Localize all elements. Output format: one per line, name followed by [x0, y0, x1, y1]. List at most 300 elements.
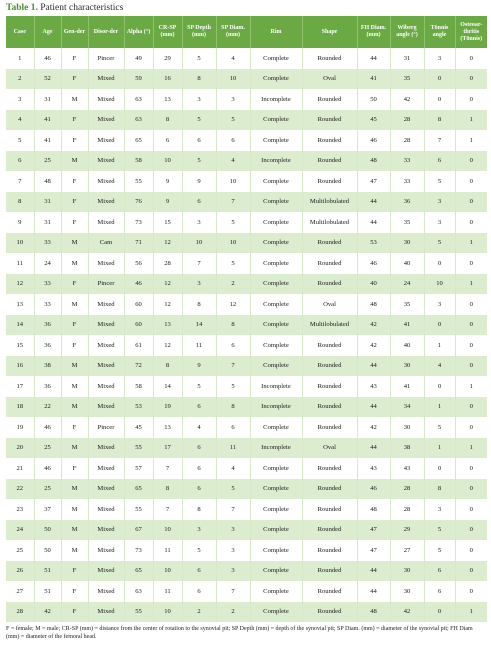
- table-cell: 10: [153, 561, 182, 582]
- table-cell: Complete: [250, 499, 302, 520]
- table-cell: 11: [153, 581, 182, 602]
- table-cell: 12: [6, 274, 34, 295]
- table-cell: 14: [6, 315, 34, 336]
- table-cell: Mixed: [88, 376, 124, 397]
- table-row: [6, 171, 487, 192]
- table-row: [6, 540, 487, 561]
- table-cell: 48: [357, 294, 390, 315]
- table-cell: 0: [455, 499, 487, 520]
- table-cell: 27: [390, 540, 424, 561]
- table-cell: M: [61, 356, 88, 377]
- table-cell: 42: [390, 89, 424, 110]
- table-cell: 1: [424, 438, 455, 459]
- table-row: [6, 438, 487, 459]
- table-cell: 2: [182, 602, 216, 623]
- table-cell: Complete: [250, 274, 302, 295]
- column-header: SP Depth (mm): [182, 16, 216, 48]
- table-cell: 6: [216, 130, 250, 151]
- table-cell: 36: [34, 315, 61, 336]
- table-cell: 71: [124, 233, 153, 254]
- table-cell: 48: [34, 171, 61, 192]
- table-cell: 40: [390, 335, 424, 356]
- table-cell: Complete: [250, 581, 302, 602]
- table-cell: M: [61, 233, 88, 254]
- table-cell: Mixed: [88, 110, 124, 131]
- table-cell: Complete: [250, 110, 302, 131]
- table-row: [6, 499, 487, 520]
- table-cell: 41: [357, 69, 390, 90]
- table-cell: Multilobulated: [302, 315, 357, 336]
- table-cell: 73: [124, 540, 153, 561]
- table-cell: Complete: [250, 69, 302, 90]
- table-cell: 44: [357, 212, 390, 233]
- table-cell: 2: [216, 602, 250, 623]
- column-header: CR-SP (mm): [153, 16, 182, 48]
- table-cell: 5: [6, 130, 34, 151]
- table-cell: 12: [153, 274, 182, 295]
- table-cell: 13: [153, 417, 182, 438]
- table-cell: 0: [455, 294, 487, 315]
- table-cell: 7: [153, 458, 182, 479]
- table-cell: Rounded: [302, 458, 357, 479]
- table-cell: 44: [357, 438, 390, 459]
- table-cell: 8: [6, 192, 34, 213]
- table-cell: 36: [34, 376, 61, 397]
- table-cell: F: [61, 69, 88, 90]
- column-header: Alpha (°): [124, 16, 153, 48]
- table-cell: 42: [34, 602, 61, 623]
- table-cell: 16: [6, 356, 34, 377]
- table-cell: 6: [182, 581, 216, 602]
- table-cell: 3: [182, 212, 216, 233]
- column-header: SP Diam. (mm): [216, 16, 250, 48]
- table-cell: 51: [34, 561, 61, 582]
- table-row: [6, 69, 487, 90]
- table-cell: 4: [216, 458, 250, 479]
- table-cell: 5: [424, 171, 455, 192]
- table-cell: F: [61, 581, 88, 602]
- table-cell: 6: [424, 581, 455, 602]
- table-cell: M: [61, 151, 88, 172]
- table-cell: Multilobulated: [302, 212, 357, 233]
- table-cell: 47: [357, 540, 390, 561]
- table-title-text: Patient characteristics: [40, 3, 124, 13]
- table-cell: Oval: [302, 438, 357, 459]
- column-header: Disor-der: [88, 16, 124, 48]
- table-cell: 5: [182, 376, 216, 397]
- table-cell: 12: [153, 335, 182, 356]
- table-cell: 0: [455, 69, 487, 90]
- table-body: [6, 48, 487, 622]
- table-cell: Mixed: [88, 438, 124, 459]
- table-cell: 44: [357, 581, 390, 602]
- table-cell: 18: [6, 397, 34, 418]
- table-cell: 25: [34, 151, 61, 172]
- table-cell: 19: [6, 417, 34, 438]
- column-header: Rim: [250, 16, 302, 48]
- table-cell: Rounded: [302, 335, 357, 356]
- table-cell: 0: [455, 315, 487, 336]
- table-cell: 10: [216, 233, 250, 254]
- table-row: [6, 479, 487, 500]
- table-cell: 0: [455, 192, 487, 213]
- table-row: [6, 397, 487, 418]
- table-row: [6, 581, 487, 602]
- table-cell: 53: [357, 233, 390, 254]
- table-cell: 58: [124, 151, 153, 172]
- table-cell: 13: [6, 294, 34, 315]
- table-cell: 33: [34, 274, 61, 295]
- table-cell: F: [61, 315, 88, 336]
- table-cell: 24: [390, 274, 424, 295]
- table-cell: Rounded: [302, 581, 357, 602]
- table-cell: F: [61, 458, 88, 479]
- table-footnote: F = female; M = male; CR-SP (mm) = distance from the center of rotation to the synovial pit; SP Depth (mm) = depth of the synovial pit; SP Diam. (mm) = diameter of the synovial pit; FH Diam (mm) = diameter of the femoral head.: [6, 626, 473, 640]
- table-cell: 4: [182, 417, 216, 438]
- table-cell: Mixed: [88, 294, 124, 315]
- table-cell: 63: [124, 89, 153, 110]
- table-cell: 42: [390, 602, 424, 623]
- table-cell: Rounded: [302, 520, 357, 541]
- table-cell: 4: [216, 48, 250, 69]
- table-cell: 48: [357, 602, 390, 623]
- table-cell: M: [61, 89, 88, 110]
- table-cell: 12: [216, 294, 250, 315]
- table-cell: 56: [124, 253, 153, 274]
- table-cell: Rounded: [302, 253, 357, 274]
- table-cell: 5: [182, 540, 216, 561]
- table-cell: 5: [424, 417, 455, 438]
- table-cell: Mixed: [88, 315, 124, 336]
- table-cell: 46: [34, 458, 61, 479]
- table-cell: 5: [182, 151, 216, 172]
- table-cell: 48: [357, 151, 390, 172]
- table-cell: 10: [6, 233, 34, 254]
- table-cell: 10: [216, 171, 250, 192]
- table-cell: 48: [357, 499, 390, 520]
- table-cell: 7: [216, 581, 250, 602]
- table-cell: 0: [455, 356, 487, 377]
- table-cell: Oval: [302, 69, 357, 90]
- table-cell: 3: [216, 540, 250, 561]
- table-cell: Mixed: [88, 171, 124, 192]
- table-cell: Mixed: [88, 130, 124, 151]
- table-header-row: [6, 16, 487, 48]
- table-cell: 65: [124, 130, 153, 151]
- table-cell: 30: [390, 233, 424, 254]
- table-row: [6, 458, 487, 479]
- table-cell: 13: [153, 315, 182, 336]
- table-cell: 44: [357, 192, 390, 213]
- table-cell: 42: [357, 315, 390, 336]
- table-cell: 11: [216, 438, 250, 459]
- table-cell: 0: [424, 89, 455, 110]
- table-cell: F: [61, 110, 88, 131]
- table-cell: 7: [182, 253, 216, 274]
- table-row: [6, 274, 487, 295]
- table-cell: 6: [182, 397, 216, 418]
- table-cell: 37: [34, 499, 61, 520]
- table-cell: 25: [34, 479, 61, 500]
- table-cell: M: [61, 294, 88, 315]
- table-cell: 50: [357, 89, 390, 110]
- table-cell: F: [61, 335, 88, 356]
- table-cell: 7: [216, 192, 250, 213]
- column-header: Wiberg angle (°): [390, 16, 424, 48]
- table-cell: Pincer: [88, 48, 124, 69]
- table-cell: Mixed: [88, 89, 124, 110]
- table-row: [6, 561, 487, 582]
- table-cell: 67: [124, 520, 153, 541]
- table-cell: 0: [455, 212, 487, 233]
- table-cell: 40: [357, 274, 390, 295]
- table-cell: 63: [124, 581, 153, 602]
- column-header: Osteoar-thritis (Tönnis): [455, 16, 487, 48]
- table-cell: 0: [455, 458, 487, 479]
- table-cell: 55: [124, 499, 153, 520]
- table-row: [6, 48, 487, 69]
- table-cell: 7: [216, 499, 250, 520]
- table-cell: Rounded: [302, 171, 357, 192]
- table-cell: 0: [455, 397, 487, 418]
- table-cell: 36: [34, 335, 61, 356]
- table-cell: 8: [424, 479, 455, 500]
- column-header: Gen-der: [61, 16, 88, 48]
- table-cell: 0: [424, 69, 455, 90]
- table-cell: Complete: [250, 520, 302, 541]
- table-cell: Rounded: [302, 479, 357, 500]
- table-row: [6, 602, 487, 623]
- table-cell: 9: [153, 171, 182, 192]
- table-cell: 20: [6, 438, 34, 459]
- table-cell: 5: [424, 540, 455, 561]
- table-cell: Mixed: [88, 335, 124, 356]
- table-cell: 60: [124, 294, 153, 315]
- table-cell: 55: [124, 438, 153, 459]
- table-row: [6, 151, 487, 172]
- table-cell: 6: [182, 561, 216, 582]
- table-cell: 46: [34, 48, 61, 69]
- table-cell: 8: [153, 479, 182, 500]
- table-cell: Incomplete: [250, 376, 302, 397]
- table-cell: Mixed: [88, 253, 124, 274]
- table-cell: 0: [455, 561, 487, 582]
- table-cell: 0: [455, 48, 487, 69]
- table-cell: 7: [6, 171, 34, 192]
- table-row: [6, 315, 487, 336]
- table-cell: 31: [34, 89, 61, 110]
- table-cell: 7: [153, 499, 182, 520]
- table-cell: 42: [357, 335, 390, 356]
- table-cell: 3: [424, 294, 455, 315]
- table-cell: 49: [124, 48, 153, 69]
- table-cell: Mixed: [88, 192, 124, 213]
- table-cell: 0: [424, 458, 455, 479]
- table-cell: 55: [124, 602, 153, 623]
- table-cell: 28: [153, 253, 182, 274]
- table-cell: 27: [6, 581, 34, 602]
- table-cell: 45: [124, 417, 153, 438]
- table-cell: 8: [182, 69, 216, 90]
- table-cell: 7: [216, 356, 250, 377]
- table-cell: Complete: [250, 540, 302, 561]
- table-cell: 8: [216, 315, 250, 336]
- table-cell: 5: [182, 110, 216, 131]
- table-cell: 3: [424, 212, 455, 233]
- table-cell: 53: [124, 397, 153, 418]
- table-cell: 6: [424, 561, 455, 582]
- table-cell: 40: [390, 253, 424, 274]
- table-cell: M: [61, 253, 88, 274]
- table-cell: 41: [34, 130, 61, 151]
- table-title-label: Table 1.: [6, 3, 38, 13]
- table-cell: 43: [390, 458, 424, 479]
- table-cell: Complete: [250, 479, 302, 500]
- table-cell: 45: [357, 110, 390, 131]
- table-cell: Rounded: [302, 499, 357, 520]
- column-header: Case: [6, 16, 34, 48]
- table-cell: 13: [153, 89, 182, 110]
- table-cell: 46: [357, 479, 390, 500]
- table-cell: 1: [455, 376, 487, 397]
- table-cell: Complete: [250, 192, 302, 213]
- table-cell: 3: [6, 89, 34, 110]
- table-cell: Pincer: [88, 274, 124, 295]
- table-cell: 28: [390, 479, 424, 500]
- table-cell: 6: [182, 192, 216, 213]
- table-cell: 5: [216, 110, 250, 131]
- table-cell: F: [61, 602, 88, 623]
- table-cell: 29: [390, 520, 424, 541]
- table-cell: 0: [455, 171, 487, 192]
- table-cell: 11: [153, 540, 182, 561]
- table-cell: 1: [424, 397, 455, 418]
- table-cell: 5: [216, 212, 250, 233]
- column-header: FH Diam. (mm): [357, 16, 390, 48]
- table-cell: 0: [455, 417, 487, 438]
- table-cell: 72: [124, 356, 153, 377]
- table-cell: 22: [6, 479, 34, 500]
- table-cell: 6: [216, 335, 250, 356]
- table-cell: 35: [390, 212, 424, 233]
- table-cell: Rounded: [302, 602, 357, 623]
- table-row: [6, 253, 487, 274]
- table-cell: 15: [6, 335, 34, 356]
- table-row: [6, 294, 487, 315]
- table-cell: Rounded: [302, 89, 357, 110]
- table-cell: Rounded: [302, 356, 357, 377]
- table-cell: 5: [182, 48, 216, 69]
- table-cell: 3: [216, 89, 250, 110]
- table-cell: F: [61, 561, 88, 582]
- table-cell: 4: [216, 151, 250, 172]
- column-header: Age: [34, 16, 61, 48]
- table-cell: 3: [424, 499, 455, 520]
- table-title: [6, 3, 123, 13]
- table-cell: 28: [6, 602, 34, 623]
- table-cell: Incomplete: [250, 438, 302, 459]
- table-cell: 1: [424, 335, 455, 356]
- table-cell: 28: [390, 130, 424, 151]
- table-cell: Pincer: [88, 417, 124, 438]
- table-cell: 43: [357, 376, 390, 397]
- table-cell: Complete: [250, 171, 302, 192]
- table-cell: Complete: [250, 48, 302, 69]
- table-cell: 0: [424, 376, 455, 397]
- table-cell: 8: [424, 110, 455, 131]
- table-cell: Rounded: [302, 417, 357, 438]
- table-cell: Complete: [250, 253, 302, 274]
- table-row: [6, 130, 487, 151]
- table-cell: Complete: [250, 233, 302, 254]
- table-cell: Mixed: [88, 602, 124, 623]
- table-cell: Rounded: [302, 561, 357, 582]
- table-cell: 0: [455, 335, 487, 356]
- table-cell: 16: [153, 69, 182, 90]
- table-cell: Complete: [250, 130, 302, 151]
- table-cell: 5: [216, 253, 250, 274]
- table-cell: 55: [124, 171, 153, 192]
- table-cell: Rounded: [302, 274, 357, 295]
- table-cell: 58: [124, 376, 153, 397]
- table-row: [6, 233, 487, 254]
- table-cell: Mixed: [88, 69, 124, 90]
- table-cell: 2: [6, 69, 34, 90]
- table-cell: Incomplete: [250, 151, 302, 172]
- table-cell: Mixed: [88, 581, 124, 602]
- table-cell: F: [61, 48, 88, 69]
- table-cell: Rounded: [302, 110, 357, 131]
- table-cell: 14: [182, 315, 216, 336]
- table-cell: 10: [153, 602, 182, 623]
- table-cell: 43: [357, 458, 390, 479]
- table-cell: 14: [153, 376, 182, 397]
- table-cell: 9: [182, 171, 216, 192]
- patient-characteristics-table: [6, 16, 487, 622]
- table-cell: 6: [216, 417, 250, 438]
- table-cell: 3: [182, 89, 216, 110]
- table-cell: 44: [357, 356, 390, 377]
- table-cell: 11: [6, 253, 34, 274]
- table-cell: 31: [34, 212, 61, 233]
- table-cell: M: [61, 438, 88, 459]
- table-cell: Mixed: [88, 540, 124, 561]
- table-cell: 28: [390, 499, 424, 520]
- table-cell: 36: [390, 192, 424, 213]
- table-cell: 44: [357, 561, 390, 582]
- table-row: [6, 356, 487, 377]
- table-cell: 31: [390, 48, 424, 69]
- column-header: Shape: [302, 16, 357, 48]
- table-cell: 6: [153, 130, 182, 151]
- table-cell: Multilobulated: [302, 192, 357, 213]
- table-cell: Mixed: [88, 356, 124, 377]
- table-cell: Complete: [250, 458, 302, 479]
- table-cell: 41: [34, 110, 61, 131]
- table-cell: 30: [390, 356, 424, 377]
- table-cell: Mixed: [88, 479, 124, 500]
- table-cell: 1: [455, 233, 487, 254]
- table-cell: 5: [424, 233, 455, 254]
- table-cell: 0: [455, 520, 487, 541]
- table-cell: 65: [124, 479, 153, 500]
- table-cell: 33: [390, 151, 424, 172]
- table-cell: 3: [182, 274, 216, 295]
- table-cell: 1: [6, 48, 34, 69]
- table-cell: 8: [216, 397, 250, 418]
- table-cell: M: [61, 540, 88, 561]
- table-row: [6, 89, 487, 110]
